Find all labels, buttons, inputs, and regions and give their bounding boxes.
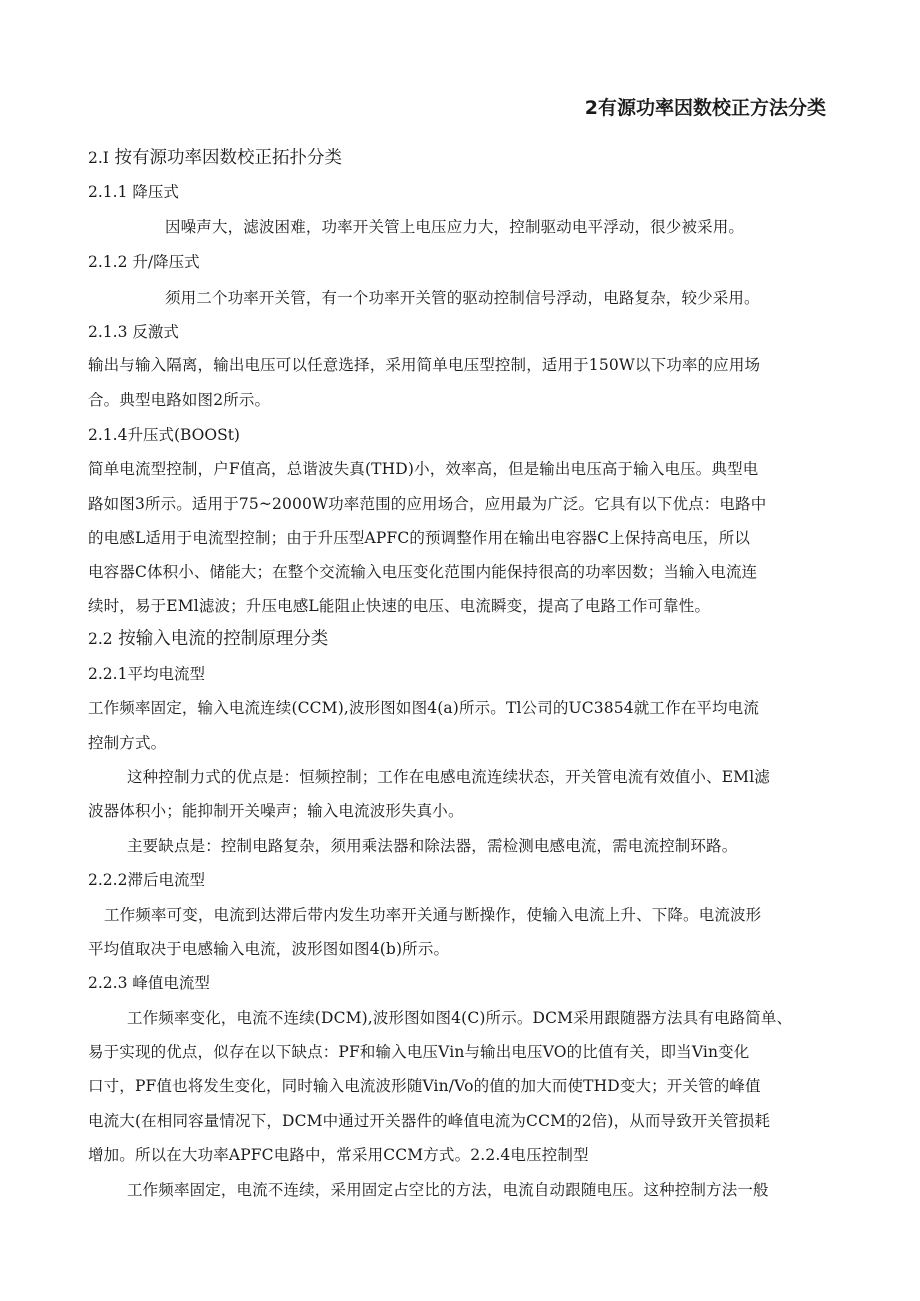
paragraph-line: 波器体积小；能抑制开关噪声；输入电流波形失真小。 [88,802,464,820]
subsection-2-2-1-heading: 2.2.1平均电流型 [88,665,205,683]
paragraph-line: 合。典型电路如图2所示。 [88,391,271,409]
paragraph-line: 路如图3所示。适用于75~2000W功率范围的应用场合，应用最为广泛。它具有以下优点：电路中 [88,495,767,513]
paragraph-line: 这种控制力式的优点是：恒频控制；工作在电感电流连续状态，开关管电流有效值小、EMl滤 [127,768,770,786]
paragraph-line: 输出与输入隔离，输出电压可以任意选择，采用简单电压型控制，适用于150W以下功率的应用场 [88,356,761,374]
section-number: 2.I [88,149,109,167]
paragraph-line: 控制方式。 [88,734,167,752]
subsection-2-2-3-heading: 2.2.3 峰值电流型 [88,974,210,992]
subsection-2-1-1-heading: 2.1.1 降压式 [88,183,179,201]
paragraph-line: 简单电流型控制，户F值高，总谐波失真(THD)小，效率高，但是输出电压高于输入电压。典型电 [88,460,759,478]
paragraph: 因噪声大，滤波困难，功率开关管上电压应力大，控制驱动电平浮动，很少被采用。 [165,218,745,236]
page-title: 2有源功率因数校正方法分类 [584,97,826,119]
subsection-2-2-2-heading: 2.2.2滞后电流型 [88,871,205,889]
paragraph-line: 增加。所以在大功率APFC电路中，常采用CCM方式。2.2.4电压控制型 [88,1146,589,1164]
paragraph-line: 平均值取决于电感输入电流，波形图如图4(b)所示。 [88,940,450,958]
section-2-1-heading [88,147,342,169]
paragraph-line: 主要缺点是：控制电路复杂，须用乘法器和除法器，需检测电感电流，需电流控制环路。 [127,837,738,855]
paragraph-line: 工作频率固定，输入电流连续(CCM),波形图如图4(a)所示。Tl公司的UC3854就工作在平均电流 [88,699,759,717]
paragraph-line: 口寸，PF值也将发生变化，同时输入电流波形随Vin/Vo的值的加大而使THD变大；开关管的峰值 [88,1077,761,1095]
section-label: 按有源功率因数校正拓扑分类 [114,148,342,168]
paragraph-line: 易于实现的优点，似存在以下缺点：PF和输入电压Vin与输出电压VO的比值有关，即当Vin变化 [88,1043,750,1061]
paragraph-line: 续时，易于EMl滤波；升压电感L能阻止快速的电压、电流瞬变，提高了电路工作可靠性。 [88,597,711,615]
subsection-2-1-3-heading: 2.1.3 反激式 [88,323,179,341]
section-number: 2.2 [88,630,113,648]
paragraph: 须用二个功率开关管，有一个功率开关管的驱动控制信号浮动，电路复杂，较少采用。 [165,289,760,307]
paragraph-line: 工作频率可变，电流到达滞后带内发生功率开关通与断操作，使输入电流上升、下降。电流波形 [104,906,762,924]
paragraph-line: 工作频率固定，电流不连续，采用固定占空比的方法，电流自动跟随电压。这种控制方法一般 [127,1181,769,1199]
paragraph-line: 电流大(在相同容量情况下，DCM中通过开关器件的峰值电流为CCM的2倍)，从而导致开关管损耗 [88,1112,771,1130]
section-label: 按输入电流的控制原理分类 [118,629,329,649]
section-2-2-heading [88,628,328,650]
paragraph-line: 工作频率变化，电流不连续(DCM),波形图如图4(C)所示。DCM采用跟随器方法具有电路简单、 [127,1009,793,1027]
subsection-2-1-4-heading: 2.1.4升压式(BOOSt) [88,426,240,444]
paragraph-line: 电容器C体积小、储能大；在整个交流输入电压变化范围内能保持很高的功率因数；当输入电流连 [88,563,758,581]
paragraph-line: 的电感L适用于电流型控制；由于升压型APFC的预调整作用在输出电容器C上保持高电压，所以 [88,529,750,547]
subsection-2-1-2-heading: 2.1.2 升/降压式 [88,253,200,271]
